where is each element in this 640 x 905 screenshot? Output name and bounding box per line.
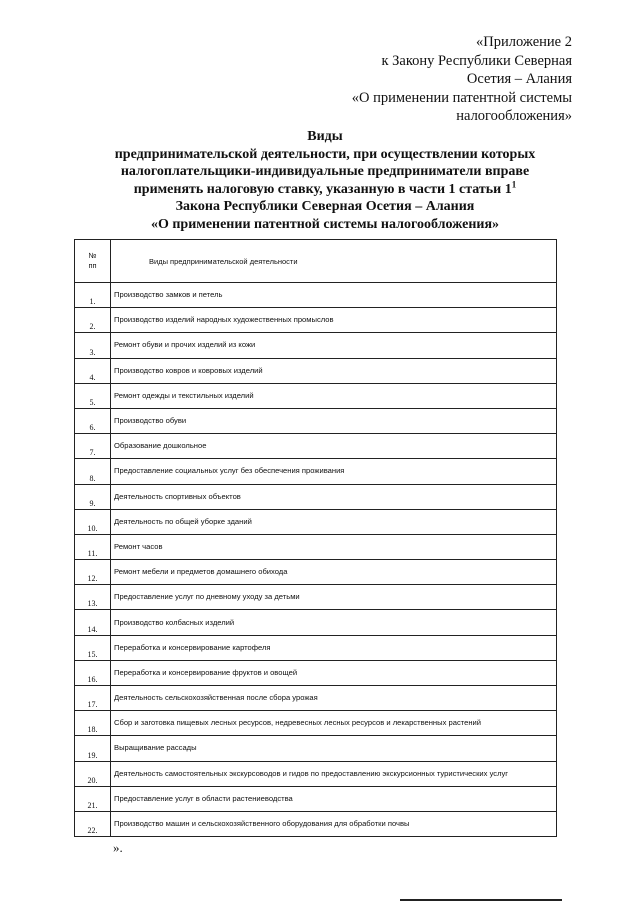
activities-table <box>74 239 557 837</box>
table-row <box>75 459 557 484</box>
table-row <box>75 333 557 358</box>
document-heading <box>95 128 555 233</box>
table-row <box>75 786 557 811</box>
row-number: 19. <box>75 736 111 761</box>
row-number: 11. <box>75 534 111 559</box>
activity-name: Ремонт одежды и текстильных изделий <box>111 383 557 408</box>
row-number: 20. <box>75 761 111 786</box>
activity-name: Переработка и консервирование картофеля <box>111 635 557 660</box>
row-number: 6. <box>75 408 111 433</box>
table-row <box>75 509 557 534</box>
table-row <box>75 434 557 459</box>
row-number: 14. <box>75 610 111 635</box>
table-row <box>75 484 557 509</box>
table-row <box>75 408 557 433</box>
appendix-line: «О применении патентной системы <box>351 89 572 106</box>
activity-name: Образование дошкольное <box>111 434 557 459</box>
activity-name: Деятельность самостоятельных экскурсоводов и гидов по предоставлению экскурсионных туристических услуг <box>111 761 557 786</box>
activity-name: Ремонт мебели и предметов домашнего обихода <box>111 560 557 585</box>
table-row <box>75 585 557 610</box>
header-number-cell <box>75 240 111 283</box>
activity-name: Производство изделий народных художественных промыслов <box>111 308 557 333</box>
activity-name: Переработка и консервирование фруктов и овощей <box>111 660 557 685</box>
activity-name: Производство замков и петель <box>111 283 557 308</box>
table-row <box>75 635 557 660</box>
activity-name: Деятельность сельскохозяйственная после сбора урожая <box>111 686 557 711</box>
row-number: 1. <box>75 283 111 308</box>
activity-name: Ремонт обуви и прочих изделий из кожи <box>111 333 557 358</box>
heading-line-text: применять налоговую ставку, указанную в части 1 статьи 1 <box>133 181 512 197</box>
table-row <box>75 308 557 333</box>
row-number: 10. <box>75 509 111 534</box>
row-number: 17. <box>75 686 111 711</box>
row-number: 9. <box>75 484 111 509</box>
row-number: 7. <box>75 434 111 459</box>
table-row <box>75 811 557 836</box>
row-number: 22. <box>75 811 111 836</box>
activity-name: Предоставление услуг по дневному уходу за детьми <box>111 585 557 610</box>
appendix-line: к Закону Республики Северная <box>381 52 572 69</box>
table-row <box>75 660 557 685</box>
activity-name: Предоставление социальных услуг без обеспечения проживания <box>111 459 557 484</box>
table-row <box>75 711 557 736</box>
activity-name: Предоставление услуг в области растениеводства <box>111 786 557 811</box>
header-number-label-2: пп <box>88 261 97 270</box>
header-number-label: № <box>88 251 97 260</box>
activity-name: Деятельность спортивных объектов <box>111 484 557 509</box>
activity-name: Производство колбасных изделий <box>111 610 557 635</box>
table-row <box>75 560 557 585</box>
heading-line: предпринимательской деятельности, при осуществлении которых <box>114 146 536 162</box>
activity-name: Производство машин и сельскохозяйственного оборудования для обработки почвы <box>111 811 557 836</box>
table-row <box>75 686 557 711</box>
heading-line: налогоплательщики-индивидуальные предприниматели вправе <box>120 164 530 179</box>
table-row <box>75 283 557 308</box>
closing-quote: ». <box>113 840 123 855</box>
row-number: 8. <box>75 459 111 484</box>
row-number: 4. <box>75 358 111 383</box>
heading-line <box>95 178 555 199</box>
heading-title: Виды <box>307 129 343 144</box>
table-row <box>75 736 557 761</box>
table-body <box>75 283 557 837</box>
table-row <box>75 383 557 408</box>
row-number: 16. <box>75 660 111 685</box>
row-number: 13. <box>75 585 111 610</box>
activity-name: Выращивание рассады <box>111 736 557 761</box>
table-row <box>75 610 557 635</box>
table-row <box>75 358 557 383</box>
table-row <box>75 761 557 786</box>
activity-name: Деятельность по общей уборке зданий <box>111 509 557 534</box>
appendix-line: налогообложения» <box>456 108 572 124</box>
activity-name: Ремонт часов <box>111 534 557 559</box>
table-row <box>75 534 557 559</box>
row-number: 21. <box>75 786 111 811</box>
row-number: 15. <box>75 635 111 660</box>
row-number: 12. <box>75 560 111 585</box>
footer-divider <box>400 899 562 901</box>
heading-line: «О применении патентной системы налогообложения» <box>150 216 500 232</box>
appendix-line: Осетия – Алания <box>466 71 572 87</box>
table-header-row <box>75 240 557 283</box>
appendix-note <box>272 33 572 126</box>
activity-name: Производство обуви <box>111 408 557 433</box>
activity-name: Производство ковров и ковровых изделий <box>111 358 557 383</box>
row-number: 3. <box>75 333 111 358</box>
row-number: 18. <box>75 711 111 736</box>
row-number: 5. <box>75 383 111 408</box>
row-number: 2. <box>75 308 111 333</box>
activity-name: Сбор и заготовка пищевых лесных ресурсов, недревесных лесных ресурсов и лекарственных растений <box>111 711 557 736</box>
heading-line: Закона Республики Северная Осетия – Алания <box>175 199 475 214</box>
heading-superscript: 1 <box>511 178 517 189</box>
header-name-cell: Виды предпринимательской деятельности <box>111 240 557 283</box>
appendix-line: «Приложение 2 <box>476 34 572 50</box>
